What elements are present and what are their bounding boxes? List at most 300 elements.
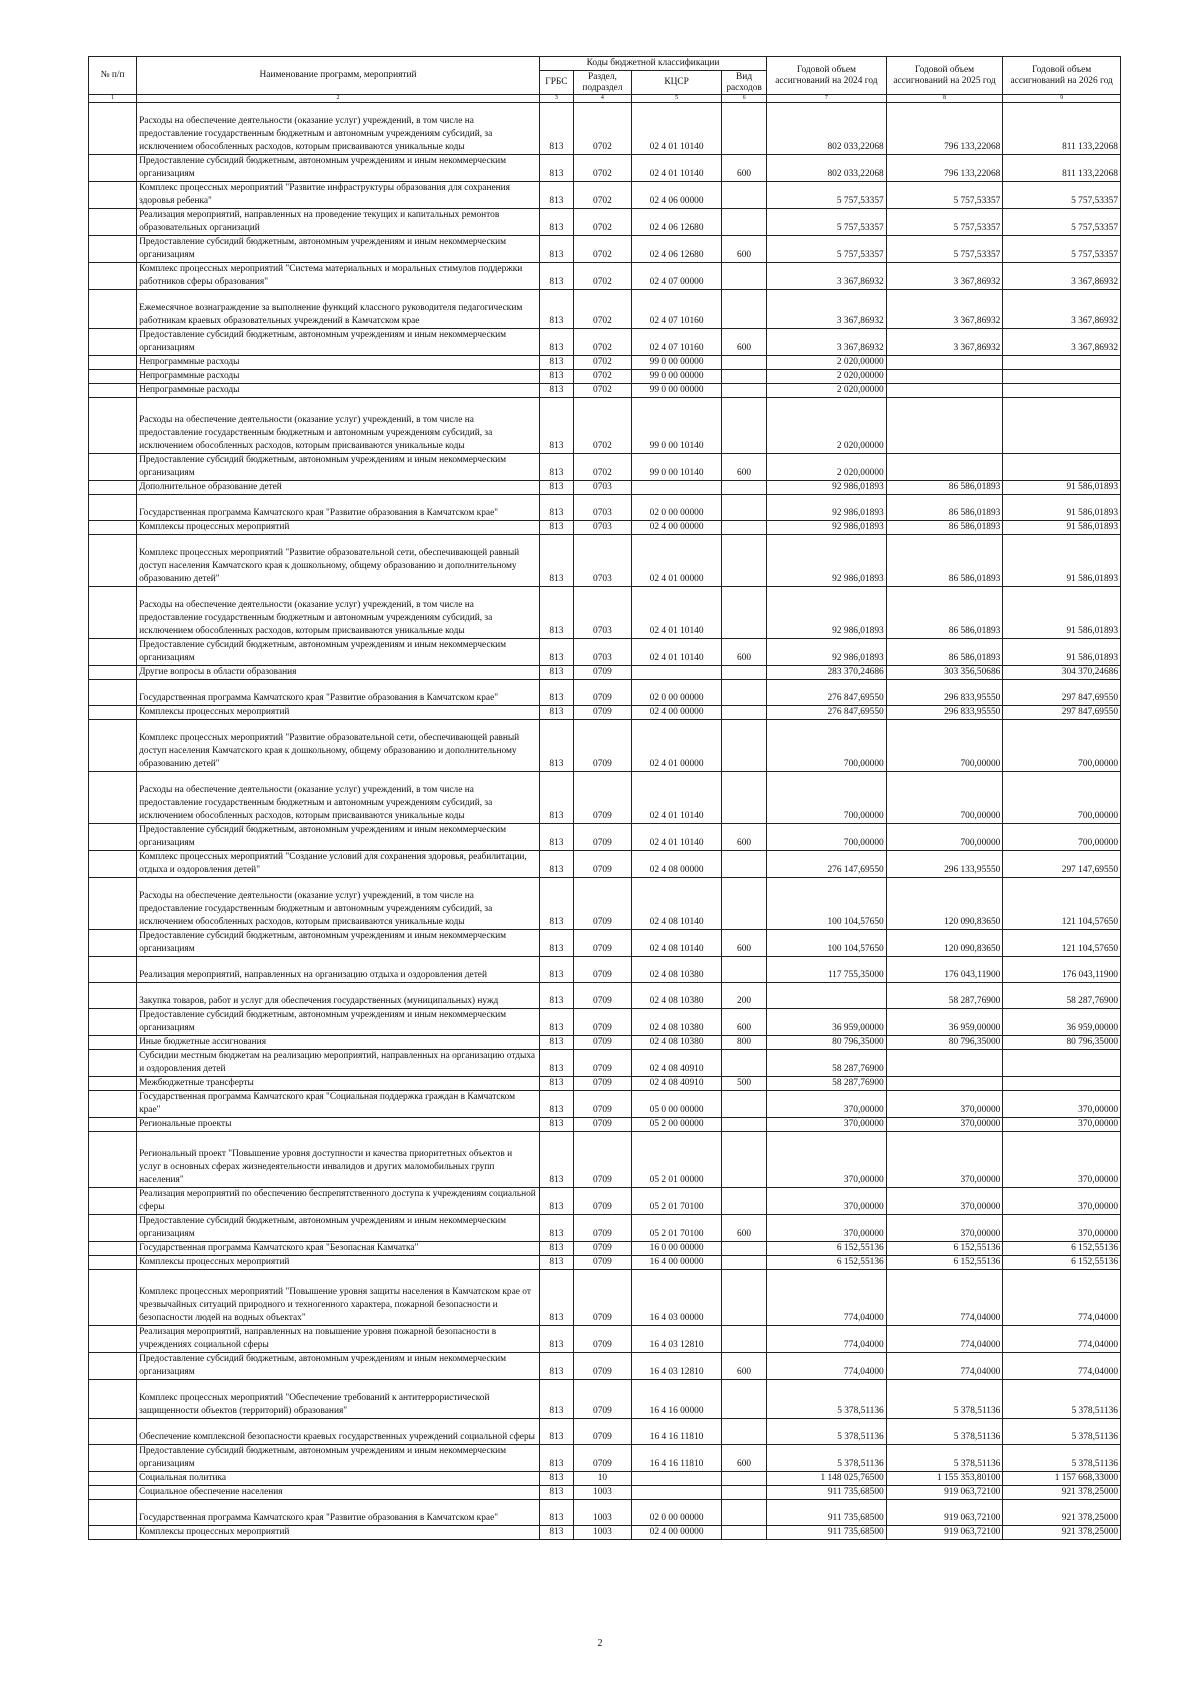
row-expense-type bbox=[722, 521, 767, 535]
row-section: 0702 bbox=[573, 155, 631, 182]
table-row bbox=[89, 182, 1121, 209]
row-amount-2025 bbox=[886, 370, 1003, 384]
header-vid: Вид расходов bbox=[722, 71, 767, 95]
row-kcsr: 99 0 00 10140 bbox=[632, 454, 722, 481]
row-amount-2026: 6 152,55136 bbox=[1003, 1242, 1121, 1256]
row-amount-2025: 370,00000 bbox=[886, 1215, 1003, 1242]
table-row bbox=[89, 1526, 1121, 1540]
row-amount-2025: 919 063,72100 bbox=[886, 1526, 1003, 1540]
header-num: № п/п bbox=[89, 57, 137, 95]
row-amount-2024: 3 367,86932 bbox=[767, 329, 887, 356]
row-name: Дополнительное образование детей bbox=[137, 481, 540, 495]
row-amount-2024: 92 986,01893 bbox=[767, 495, 887, 521]
row-amount-2026: 121 104,57650 bbox=[1003, 878, 1121, 930]
table-row bbox=[89, 1242, 1121, 1256]
row-kcsr: 99 0 00 00000 bbox=[632, 356, 722, 370]
row-number bbox=[89, 1380, 137, 1419]
row-kcsr: 16 0 00 00000 bbox=[632, 1242, 722, 1256]
row-grbs: 813 bbox=[540, 1215, 574, 1242]
table-row bbox=[89, 878, 1121, 930]
row-amount-2024: 370,00000 bbox=[767, 1132, 887, 1188]
row-section: 0702 bbox=[573, 209, 631, 236]
row-expense-type bbox=[722, 706, 767, 720]
table-row bbox=[89, 263, 1121, 290]
row-number bbox=[89, 1256, 137, 1270]
row-number bbox=[89, 182, 137, 209]
row-section: 0709 bbox=[573, 983, 631, 1009]
row-amount-2024: 802 033,22068 bbox=[767, 155, 887, 182]
row-expense-type bbox=[722, 495, 767, 521]
row-grbs: 813 bbox=[540, 103, 574, 155]
row-amount-2026: 5 757,53357 bbox=[1003, 236, 1121, 263]
row-name: Субсидии местным бюджетам на реализацию мероприятий, направленных на организацию отдыха и оздоровления детей bbox=[137, 1050, 540, 1077]
table-row bbox=[89, 930, 1121, 957]
row-amount-2025: 5 378,51136 bbox=[886, 1445, 1003, 1472]
row-number bbox=[89, 1009, 137, 1036]
row-kcsr: 02 4 08 40910 bbox=[632, 1077, 722, 1091]
row-expense-type bbox=[722, 1132, 767, 1188]
row-section: 0709 bbox=[573, 706, 631, 720]
row-name: Предоставление субсидий бюджетным, автономным учреждениям и иным некоммерческим организациям bbox=[137, 1445, 540, 1472]
row-amount-2026: 811 133,22068 bbox=[1003, 103, 1121, 155]
row-number bbox=[89, 1270, 137, 1326]
row-name: Предоставление субсидий бюджетным, автономным учреждениям и иным некоммерческим организациям bbox=[137, 930, 540, 957]
row-grbs: 813 bbox=[540, 930, 574, 957]
row-number bbox=[89, 639, 137, 666]
table-row bbox=[89, 824, 1121, 851]
row-name: Комплексы процессных мероприятий bbox=[137, 521, 540, 535]
row-grbs: 813 bbox=[540, 1036, 574, 1050]
row-grbs: 813 bbox=[540, 772, 574, 824]
row-number bbox=[89, 720, 137, 772]
row-name: Непрограммные расходы bbox=[137, 356, 540, 370]
row-section: 0709 bbox=[573, 824, 631, 851]
table-row bbox=[89, 1188, 1121, 1215]
row-grbs: 813 bbox=[540, 851, 574, 878]
table-row bbox=[89, 720, 1121, 772]
row-grbs: 813 bbox=[540, 384, 574, 398]
row-amount-2026: 700,00000 bbox=[1003, 720, 1121, 772]
table-row bbox=[89, 535, 1121, 587]
row-amount-2024: 2 020,00000 bbox=[767, 370, 887, 384]
row-amount-2024: 92 986,01893 bbox=[767, 481, 887, 495]
row-section: 0703 bbox=[573, 639, 631, 666]
row-amount-2024: 1 148 025,76500 bbox=[767, 1472, 887, 1486]
row-number bbox=[89, 1472, 137, 1486]
row-name: Предоставление субсидий бюджетным, автономным учреждениям и иным некоммерческим организациям bbox=[137, 1353, 540, 1380]
header-2024: Годовой объем ассигнований на 2024 год bbox=[767, 57, 887, 95]
row-name: Комплекс процессных мероприятий "Развитие образовательной сети, обеспечивающей равный доступ населения Камчатского края к дошкольному, общему образованию и дополнительному образованию детей" bbox=[137, 535, 540, 587]
row-kcsr: 02 4 06 12680 bbox=[632, 236, 722, 263]
table-row bbox=[89, 481, 1121, 495]
row-section: 0709 bbox=[573, 1091, 631, 1118]
row-amount-2024: 276 147,69550 bbox=[767, 851, 887, 878]
row-number bbox=[89, 1419, 137, 1445]
row-section: 0702 bbox=[573, 356, 631, 370]
row-kcsr: 02 4 01 10140 bbox=[632, 155, 722, 182]
row-amount-2024: 370,00000 bbox=[767, 1215, 887, 1242]
row-amount-2024: 5 757,53357 bbox=[767, 236, 887, 263]
row-expense-type bbox=[722, 1472, 767, 1486]
row-amount-2026: 304 370,24686 bbox=[1003, 666, 1121, 680]
row-grbs: 813 bbox=[540, 370, 574, 384]
header-kcsr: КЦСР bbox=[632, 71, 722, 95]
table-row bbox=[89, 1472, 1121, 1486]
row-kcsr: 05 0 00 00000 bbox=[632, 1091, 722, 1118]
row-amount-2024: 802 033,22068 bbox=[767, 103, 887, 155]
row-number bbox=[89, 1118, 137, 1132]
row-section: 0709 bbox=[573, 930, 631, 957]
row-grbs: 813 bbox=[540, 290, 574, 329]
row-grbs: 813 bbox=[540, 481, 574, 495]
row-expense-type: 600 bbox=[722, 236, 767, 263]
row-expense-type: 600 bbox=[722, 1215, 767, 1242]
row-grbs: 813 bbox=[540, 1050, 574, 1077]
row-section: 0709 bbox=[573, 957, 631, 983]
row-grbs: 813 bbox=[540, 1526, 574, 1540]
table-row bbox=[89, 495, 1121, 521]
row-grbs: 813 bbox=[540, 1132, 574, 1188]
row-expense-type: 600 bbox=[722, 930, 767, 957]
row-amount-2025: 120 090,83650 bbox=[886, 878, 1003, 930]
row-grbs: 813 bbox=[540, 1256, 574, 1270]
row-section: 0709 bbox=[573, 1036, 631, 1050]
table-row bbox=[89, 772, 1121, 824]
row-amount-2024: 700,00000 bbox=[767, 772, 887, 824]
row-kcsr: 16 4 00 00000 bbox=[632, 1256, 722, 1270]
row-name: Межбюджетные трансферты bbox=[137, 1077, 540, 1091]
row-name: Предоставление субсидий бюджетным, автономным учреждениям и иным некоммерческим организациям bbox=[137, 824, 540, 851]
row-expense-type bbox=[722, 263, 767, 290]
row-kcsr: 02 4 01 10140 bbox=[632, 103, 722, 155]
row-name: Региональный проект "Повышение уровня доступности и качества приоритетных объектов и услуг в основных сферах жизнедеятельности инвалидов и других маломобильных групп населения" bbox=[137, 1132, 540, 1188]
row-section: 0702 bbox=[573, 290, 631, 329]
header-section: Раздел, подраздел bbox=[573, 71, 631, 95]
row-number bbox=[89, 1077, 137, 1091]
row-amount-2025: 700,00000 bbox=[886, 824, 1003, 851]
row-name: Обеспечение комплексной безопасности краевых государственных учреждений социальной сферы bbox=[137, 1419, 540, 1445]
row-kcsr: 02 4 01 10140 bbox=[632, 772, 722, 824]
row-section: 0703 bbox=[573, 521, 631, 535]
row-name: Комплекс процессных мероприятий "Развитие образовательной сети, обеспечивающей равный доступ населения Камчатского края к дошкольному, общему образованию и дополнительному образованию детей" bbox=[137, 720, 540, 772]
row-number bbox=[89, 1326, 137, 1353]
row-section: 0702 bbox=[573, 398, 631, 454]
row-amount-2026: 811 133,22068 bbox=[1003, 155, 1121, 182]
row-amount-2024: 774,04000 bbox=[767, 1353, 887, 1380]
row-section: 0709 bbox=[573, 1256, 631, 1270]
table-row bbox=[89, 370, 1121, 384]
row-amount-2024: 36 959,00000 bbox=[767, 1009, 887, 1036]
row-name: Социальная политика bbox=[137, 1472, 540, 1486]
row-expense-type bbox=[722, 720, 767, 772]
row-section: 0709 bbox=[573, 772, 631, 824]
row-amount-2025: 86 586,01893 bbox=[886, 639, 1003, 666]
row-number bbox=[89, 878, 137, 930]
row-name: Социальное обеспечение населения bbox=[137, 1486, 540, 1500]
row-amount-2026: 921 378,25000 bbox=[1003, 1486, 1121, 1500]
row-grbs: 813 bbox=[540, 329, 574, 356]
row-expense-type bbox=[722, 1091, 767, 1118]
row-amount-2025: 796 133,22068 bbox=[886, 103, 1003, 155]
row-name: Комплекс процессных мероприятий "Развитие инфраструктуры образования для сохранения здоровья ребенка" bbox=[137, 182, 540, 209]
row-amount-2024: 6 152,55136 bbox=[767, 1242, 887, 1256]
row-amount-2026: 176 043,11900 bbox=[1003, 957, 1121, 983]
table-row bbox=[89, 1500, 1121, 1526]
row-expense-type bbox=[722, 1526, 767, 1540]
row-section: 0709 bbox=[573, 666, 631, 680]
row-name: Комплекс процессных мероприятий "Система материальных и моральных стимулов поддержки работников сферы образования" bbox=[137, 263, 540, 290]
row-amount-2025: 86 586,01893 bbox=[886, 481, 1003, 495]
row-number bbox=[89, 263, 137, 290]
column-index-row bbox=[89, 95, 1121, 103]
row-expense-type bbox=[722, 851, 767, 878]
row-expense-type: 800 bbox=[722, 1036, 767, 1050]
row-grbs: 813 bbox=[540, 1242, 574, 1256]
row-kcsr: 02 4 00 00000 bbox=[632, 1526, 722, 1540]
column-index: 6 bbox=[722, 95, 767, 103]
row-name: Предоставление субсидий бюджетным, автономным учреждениям и иным некоммерческим организациям bbox=[137, 155, 540, 182]
row-number bbox=[89, 1091, 137, 1118]
table-row bbox=[89, 1118, 1121, 1132]
row-number bbox=[89, 495, 137, 521]
row-number bbox=[89, 384, 137, 398]
row-grbs: 813 bbox=[540, 521, 574, 535]
row-expense-type bbox=[722, 103, 767, 155]
row-number bbox=[89, 1500, 137, 1526]
row-amount-2025: 774,04000 bbox=[886, 1270, 1003, 1326]
row-section: 0709 bbox=[573, 851, 631, 878]
row-grbs: 813 bbox=[540, 1472, 574, 1486]
row-number bbox=[89, 1132, 137, 1188]
row-expense-type bbox=[722, 680, 767, 706]
header-2026: Годовой объем ассигнований на 2026 год bbox=[1003, 57, 1121, 95]
row-amount-2026: 700,00000 bbox=[1003, 772, 1121, 824]
table-row bbox=[89, 1486, 1121, 1500]
row-amount-2024: 5 378,51136 bbox=[767, 1419, 887, 1445]
row-expense-type: 600 bbox=[722, 824, 767, 851]
row-number bbox=[89, 356, 137, 370]
row-amount-2025: 176 043,11900 bbox=[886, 957, 1003, 983]
row-amount-2024: 92 986,01893 bbox=[767, 521, 887, 535]
row-grbs: 813 bbox=[540, 983, 574, 1009]
row-amount-2026: 5 378,51136 bbox=[1003, 1445, 1121, 1472]
row-name: Предоставление субсидий бюджетным, автономным учреждениям и иным некоммерческим организациям bbox=[137, 454, 540, 481]
table-row bbox=[89, 1036, 1121, 1050]
row-amount-2025: 58 287,76900 bbox=[886, 983, 1003, 1009]
row-amount-2026 bbox=[1003, 384, 1121, 398]
row-expense-type bbox=[722, 1486, 767, 1500]
table-row bbox=[89, 957, 1121, 983]
row-number bbox=[89, 1215, 137, 1242]
row-expense-type: 600 bbox=[722, 155, 767, 182]
row-section: 1003 bbox=[573, 1486, 631, 1500]
row-name: Расходы на обеспечение деятельности (оказание услуг) учреждений, в том числе на предоставление государственным бюджетным и автономным учреждениям субсидий, за исключением обособленных расходов, которым присваиваются уникальные коды bbox=[137, 587, 540, 639]
row-amount-2026: 3 367,86932 bbox=[1003, 290, 1121, 329]
row-amount-2025: 5 757,53357 bbox=[886, 182, 1003, 209]
row-amount-2026: 774,04000 bbox=[1003, 1270, 1121, 1326]
row-amount-2025: 5 378,51136 bbox=[886, 1380, 1003, 1419]
row-section: 0702 bbox=[573, 329, 631, 356]
row-section: 0709 bbox=[573, 1270, 631, 1326]
row-expense-type bbox=[722, 1242, 767, 1256]
row-name: Предоставление субсидий бюджетным, автономным учреждениям и иным некоммерческим организациям bbox=[137, 329, 540, 356]
table-row bbox=[89, 983, 1121, 1009]
row-number bbox=[89, 1188, 137, 1215]
row-amount-2026: 297 847,69550 bbox=[1003, 706, 1121, 720]
row-kcsr: 02 4 06 12680 bbox=[632, 209, 722, 236]
column-index: 2 bbox=[137, 95, 540, 103]
row-kcsr: 16 4 03 12810 bbox=[632, 1326, 722, 1353]
row-amount-2025: 919 063,72100 bbox=[886, 1486, 1003, 1500]
row-grbs: 813 bbox=[540, 587, 574, 639]
row-grbs: 813 bbox=[540, 209, 574, 236]
row-expense-type bbox=[722, 1118, 767, 1132]
row-amount-2026: 6 152,55136 bbox=[1003, 1256, 1121, 1270]
row-section: 0702 bbox=[573, 384, 631, 398]
row-grbs: 813 bbox=[540, 1188, 574, 1215]
row-number bbox=[89, 290, 137, 329]
table-row bbox=[89, 290, 1121, 329]
row-amount-2025 bbox=[886, 454, 1003, 481]
column-index: 1 bbox=[89, 95, 137, 103]
row-amount-2025: 5 378,51136 bbox=[886, 1419, 1003, 1445]
row-kcsr: 02 4 08 10140 bbox=[632, 878, 722, 930]
row-grbs: 813 bbox=[540, 639, 574, 666]
row-number bbox=[89, 957, 137, 983]
row-expense-type: 600 bbox=[722, 329, 767, 356]
row-name: Комплекс процессных мероприятий "Создание условий для сохранения здоровья, реабилитации, отдыха и оздоровления детей" bbox=[137, 851, 540, 878]
row-section: 0709 bbox=[573, 1353, 631, 1380]
row-kcsr bbox=[632, 1472, 722, 1486]
row-amount-2026: 36 959,00000 bbox=[1003, 1009, 1121, 1036]
row-expense-type bbox=[722, 370, 767, 384]
row-grbs: 813 bbox=[540, 1091, 574, 1118]
row-amount-2024: 2 020,00000 bbox=[767, 356, 887, 370]
row-amount-2026: 3 367,86932 bbox=[1003, 329, 1121, 356]
row-amount-2025: 370,00000 bbox=[886, 1091, 1003, 1118]
row-amount-2026: 1 157 668,33000 bbox=[1003, 1472, 1121, 1486]
row-expense-type bbox=[722, 1380, 767, 1419]
row-kcsr: 02 4 08 10380 bbox=[632, 1009, 722, 1036]
row-section: 0709 bbox=[573, 1380, 631, 1419]
row-number bbox=[89, 535, 137, 587]
row-amount-2024: 58 287,76900 bbox=[767, 1050, 887, 1077]
row-section: 0709 bbox=[573, 1077, 631, 1091]
table-body bbox=[89, 103, 1121, 1540]
row-number bbox=[89, 587, 137, 639]
row-amount-2026: 297 147,69550 bbox=[1003, 851, 1121, 878]
row-number bbox=[89, 680, 137, 706]
row-amount-2026: 370,00000 bbox=[1003, 1188, 1121, 1215]
row-section: 0702 bbox=[573, 370, 631, 384]
row-grbs: 813 bbox=[540, 263, 574, 290]
row-kcsr: 02 4 01 10140 bbox=[632, 639, 722, 666]
row-kcsr: 05 2 01 70100 bbox=[632, 1188, 722, 1215]
row-expense-type bbox=[722, 535, 767, 587]
row-expense-type bbox=[722, 666, 767, 680]
row-name: Непрограммные расходы bbox=[137, 384, 540, 398]
row-amount-2024: 5 378,51136 bbox=[767, 1445, 887, 1472]
row-section: 0709 bbox=[573, 1242, 631, 1256]
row-grbs: 813 bbox=[540, 1445, 574, 1472]
row-amount-2026: 91 586,01893 bbox=[1003, 495, 1121, 521]
table-row bbox=[89, 666, 1121, 680]
row-section: 0709 bbox=[573, 1132, 631, 1188]
row-expense-type bbox=[722, 1326, 767, 1353]
row-section: 1003 bbox=[573, 1526, 631, 1540]
table-row bbox=[89, 587, 1121, 639]
row-grbs: 813 bbox=[540, 1077, 574, 1091]
table-row bbox=[89, 1009, 1121, 1036]
row-kcsr: 16 4 03 00000 bbox=[632, 1270, 722, 1326]
row-number bbox=[89, 851, 137, 878]
row-amount-2024: 6 152,55136 bbox=[767, 1256, 887, 1270]
row-amount-2025: 303 356,50686 bbox=[886, 666, 1003, 680]
row-grbs: 813 bbox=[540, 1419, 574, 1445]
row-amount-2026: 91 586,01893 bbox=[1003, 535, 1121, 587]
row-amount-2026: 370,00000 bbox=[1003, 1091, 1121, 1118]
row-name: Реализация мероприятий, направленных на организацию отдыха и оздоровления детей bbox=[137, 957, 540, 983]
row-amount-2026: 80 796,35000 bbox=[1003, 1036, 1121, 1050]
row-expense-type: 600 bbox=[722, 1445, 767, 1472]
row-amount-2025: 86 586,01893 bbox=[886, 535, 1003, 587]
row-kcsr: 02 4 01 00000 bbox=[632, 535, 722, 587]
header-grbs: ГРБС bbox=[540, 71, 574, 95]
row-kcsr: 02 4 06 00000 bbox=[632, 182, 722, 209]
row-amount-2024 bbox=[767, 983, 887, 1009]
table-row bbox=[89, 1077, 1121, 1091]
row-number bbox=[89, 370, 137, 384]
row-expense-type: 600 bbox=[722, 1353, 767, 1380]
row-name: Комплексы процессных мероприятий bbox=[137, 1256, 540, 1270]
row-kcsr: 99 0 00 10140 bbox=[632, 398, 722, 454]
row-amount-2025: 700,00000 bbox=[886, 772, 1003, 824]
column-index: 9 bbox=[1003, 95, 1121, 103]
row-kcsr: 02 4 08 10380 bbox=[632, 957, 722, 983]
budget-allocation-table bbox=[88, 56, 1121, 1540]
row-name: Непрограммные расходы bbox=[137, 370, 540, 384]
row-amount-2026: 774,04000 bbox=[1003, 1326, 1121, 1353]
row-grbs: 813 bbox=[540, 1353, 574, 1380]
row-expense-type bbox=[722, 1050, 767, 1077]
page-number: 2 bbox=[597, 1638, 603, 1649]
table-row bbox=[89, 356, 1121, 370]
row-kcsr: 02 0 00 00000 bbox=[632, 495, 722, 521]
row-amount-2026 bbox=[1003, 398, 1121, 454]
row-kcsr bbox=[632, 1486, 722, 1500]
row-number bbox=[89, 1486, 137, 1500]
row-expense-type: 200 bbox=[722, 983, 767, 1009]
row-amount-2024: 2 020,00000 bbox=[767, 384, 887, 398]
row-kcsr: 02 4 07 00000 bbox=[632, 263, 722, 290]
row-name: Реализация мероприятий по обеспечению беспрепятственного доступа к учреждениям социальной сферы bbox=[137, 1188, 540, 1215]
row-amount-2025 bbox=[886, 356, 1003, 370]
row-section: 0702 bbox=[573, 263, 631, 290]
row-grbs: 813 bbox=[540, 454, 574, 481]
row-kcsr: 16 4 16 11810 bbox=[632, 1419, 722, 1445]
table-row bbox=[89, 1353, 1121, 1380]
row-amount-2026: 297 847,69550 bbox=[1003, 680, 1121, 706]
row-amount-2024: 276 847,69550 bbox=[767, 706, 887, 720]
row-kcsr: 02 4 00 00000 bbox=[632, 706, 722, 720]
row-section: 0709 bbox=[573, 1215, 631, 1242]
row-amount-2025: 6 152,55136 bbox=[886, 1242, 1003, 1256]
row-amount-2025 bbox=[886, 384, 1003, 398]
row-kcsr: 02 0 00 00000 bbox=[632, 1500, 722, 1526]
row-amount-2024: 2 020,00000 bbox=[767, 398, 887, 454]
row-number bbox=[89, 772, 137, 824]
row-number bbox=[89, 1242, 137, 1256]
